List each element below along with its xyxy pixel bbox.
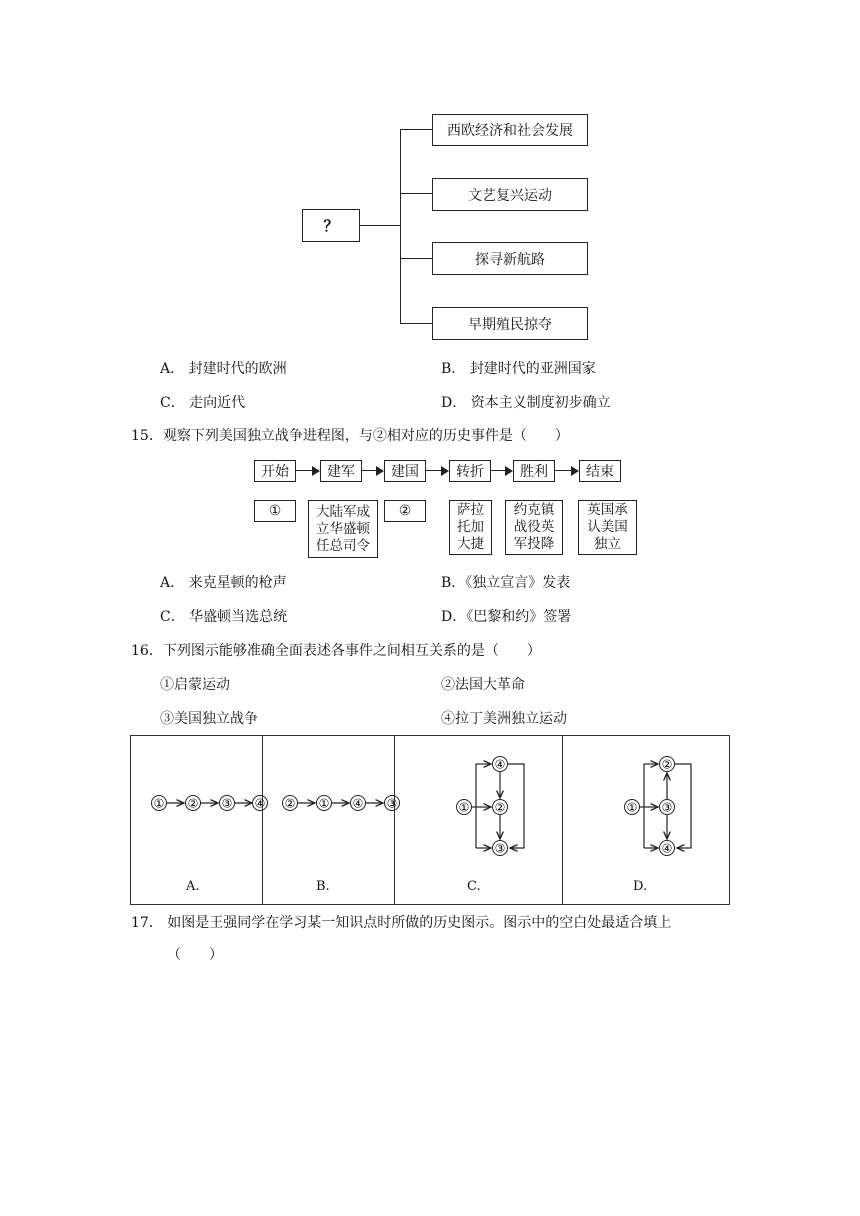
node-b2-label: ①: [318, 796, 330, 811]
q16-event-4: ④拉丁美洲独立运动: [441, 711, 567, 727]
detail-line: 独立: [594, 536, 621, 552]
node-b4-label: ③: [386, 796, 398, 811]
detail-line: 认美国: [587, 519, 628, 535]
node-a4-label: ④: [254, 796, 266, 811]
option-text: 《独立宣言》发表: [465, 575, 571, 591]
node-a2-label: ②: [187, 796, 199, 811]
q16-event-1: ①启蒙运动: [160, 677, 230, 693]
node-c3-label: ②: [494, 800, 506, 815]
q16-label-d: D.: [633, 879, 648, 894]
node-d4-label: ④: [661, 841, 673, 856]
option-text: 来克星顿的枪声: [188, 575, 287, 591]
detail-box-3-text: ②: [398, 503, 412, 519]
center-question-box: ？: [302, 209, 360, 242]
detail-line: 约克镇: [513, 502, 555, 518]
loop-d: [675, 764, 691, 848]
diagram-d: [625, 757, 692, 856]
stage-box-4: 转折: [449, 460, 491, 482]
detail-line: 萨拉: [457, 502, 484, 518]
q17-stem: 17． 如图是王强同学在学习某一知识点时所做的历史图示。图示中的空白处最适合填上: [131, 915, 672, 931]
detail-line: 大陆军成: [316, 503, 370, 520]
q16-label-c: C.: [467, 879, 481, 894]
option-letter: B．: [441, 361, 466, 377]
diagram-a: [152, 796, 268, 811]
stage-box-1: 开始: [254, 460, 296, 482]
detail-line: 战役英: [513, 519, 555, 535]
node-d2-label: ②: [661, 757, 673, 772]
node-a1-label: ①: [153, 796, 165, 811]
option-text: 《巴黎和约》签署: [466, 609, 572, 625]
option-text: 封建时代的亚洲国家: [469, 361, 596, 377]
q16-label-b: B.: [316, 879, 330, 894]
node-c1-label: ①: [458, 800, 470, 815]
option-text: 走向近代: [189, 395, 246, 411]
detail-line: 军投降: [513, 536, 555, 552]
q16-event-3: ③美国独立战争: [160, 711, 258, 727]
detail-line: 任总司令: [316, 537, 370, 554]
detail-line: 英国承: [587, 502, 628, 518]
node-a3-label: ③: [221, 796, 233, 811]
option-letter: C．: [160, 609, 185, 625]
stage-box-3: 建国: [384, 460, 426, 482]
option-letter: C．: [160, 395, 185, 411]
node-b1-label: ②: [284, 796, 296, 811]
node-c2-label: ④: [494, 757, 506, 772]
stage-box-5: 胜利: [513, 460, 555, 482]
detail-line: 大捷: [457, 536, 484, 552]
detail-line: 立华盛顿: [316, 520, 370, 537]
branch-box-3: 探寻新航路: [432, 242, 588, 275]
node-d3-label: ③: [661, 800, 673, 815]
detail-box-1-text: ①: [268, 503, 282, 519]
stage-box-6: 结束: [579, 460, 621, 482]
diagram-c: [457, 757, 525, 856]
option-letter: D．: [441, 395, 467, 411]
option-text: 封建时代的欧洲: [188, 361, 287, 377]
q16-label-a: A.: [186, 879, 200, 894]
option-letter: D．: [441, 609, 467, 625]
option-text: 华盛顿当选总统: [189, 609, 288, 625]
node-b3-label: ④: [352, 796, 364, 811]
stage-box-2: 建军: [320, 460, 362, 482]
q17-paren: （ ）: [167, 947, 223, 963]
node-d1-label: ①: [626, 800, 638, 815]
option-letter: A．: [160, 575, 185, 591]
branch-box-4: 早期殖民掠夺: [432, 307, 588, 340]
option-letter: B．: [441, 575, 466, 591]
detail-line: 托加: [457, 519, 484, 535]
q16-event-2: ②法国大革命: [441, 677, 525, 693]
q16-stem: 16．下列图示能够准确全面表述各事件之间相互关系的是（ ）: [131, 643, 541, 659]
branch-box-1: 西欧经济和社会发展: [432, 114, 588, 146]
option-text: 资本主义制度初步确立: [470, 395, 611, 411]
option-letter: A．: [160, 361, 185, 377]
q15-stem: 15．观察下列美国独立战争进程图，与②相对应的历史事件是（ ）: [131, 428, 569, 444]
loop-c: [508, 764, 524, 848]
node-c4-label: ③: [494, 841, 506, 856]
branch-box-2: 文艺复兴运动: [432, 178, 588, 211]
diagram-b: [283, 796, 400, 811]
